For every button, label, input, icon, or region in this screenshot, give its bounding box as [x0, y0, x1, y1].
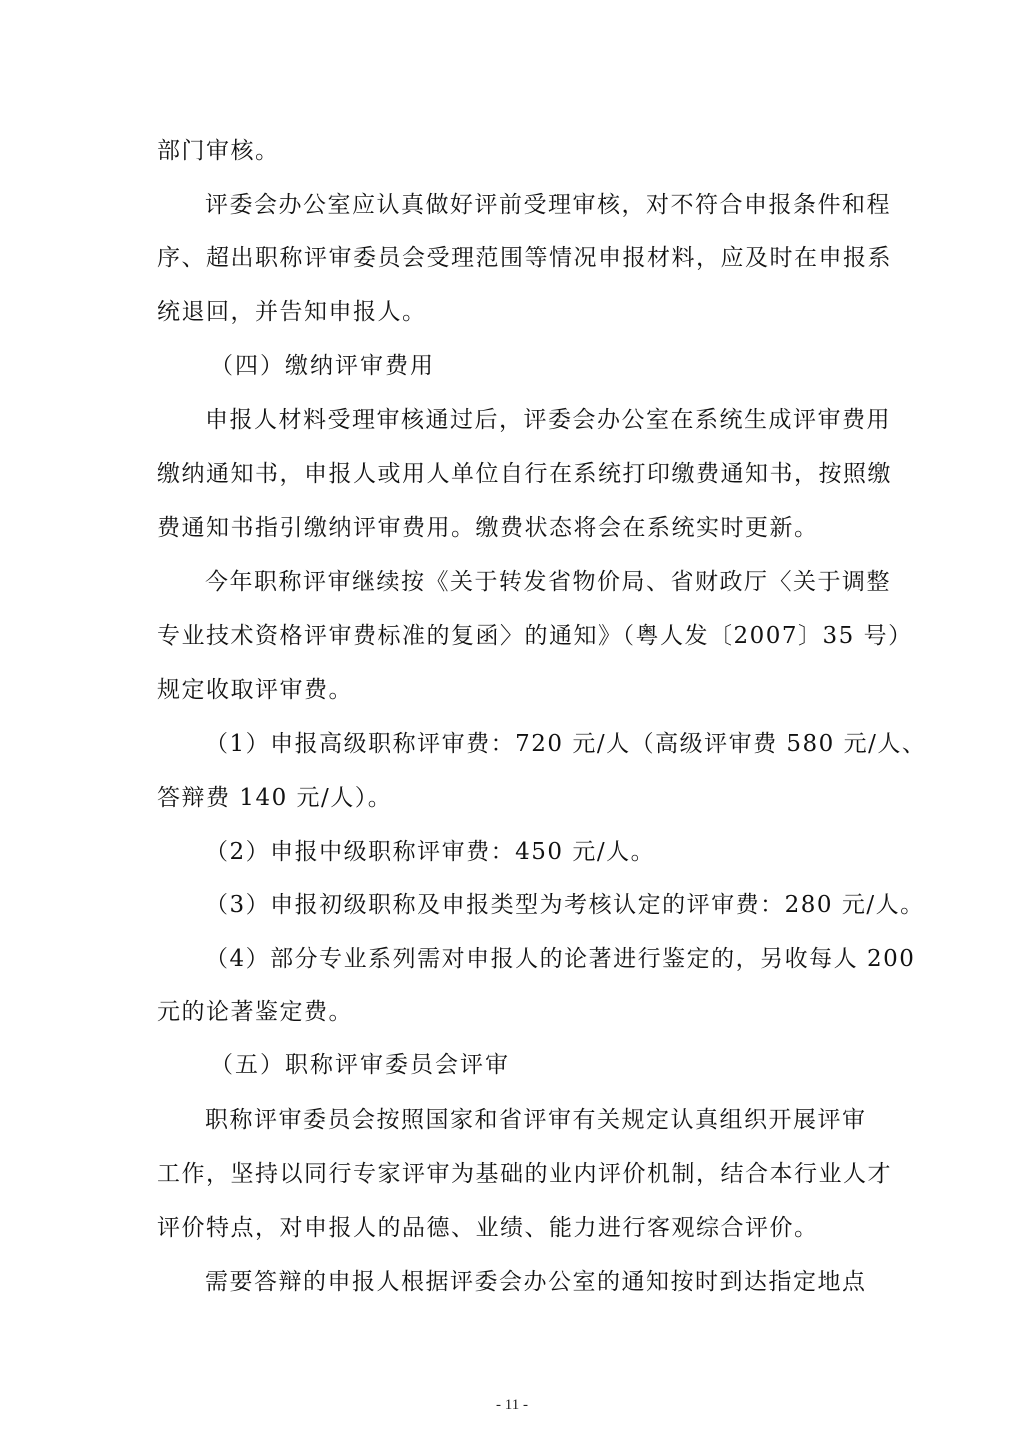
paragraph-line: 元的论著鉴定费。: [157, 999, 353, 1025]
paragraph-line: （4）部分专业系列需对申报人的论著进行鉴定的，另收每人 200: [205, 946, 916, 972]
paragraph-line: 申报人材料受理审核通过后，评委会办公室在系统生成评审费用: [205, 407, 891, 433]
page-number: - 11 -: [496, 1397, 528, 1413]
paragraph-line: 缴纳通知书，申报人或用人单位自行在系统打印缴费通知书，按照缴: [157, 461, 892, 487]
paragraph-line: 工作，坚持以同行专家评审为基础的业内评价机制，结合本行业人才: [157, 1161, 892, 1187]
paragraph-line: 规定收取评审费。: [157, 677, 353, 703]
paragraph-line: （3）申报初级职称及申报类型为考核认定的评审费：280 元/人。: [205, 892, 925, 918]
paragraph-line: 答辩费 140 元/人）。: [157, 785, 393, 811]
paragraph-line: 今年职称评审继续按《关于转发省物价局、省财政厅〈关于调整: [205, 569, 891, 595]
paragraph-line: 部门审核。: [157, 138, 280, 164]
paragraph-line: （2）申报中级职称评审费：450 元/人。: [205, 839, 656, 865]
paragraph-line: 费通知书指引缴纳评审费用。缴费状态将会在系统实时更新。: [157, 515, 819, 541]
section-heading: （四）缴纳评审费用: [210, 353, 435, 379]
paragraph-line: 评价特点，对申报人的品德、业绩、能力进行客观综合评价。: [157, 1215, 819, 1241]
paragraph-line: 专业技术资格评审费标准的复函〉的通知》（粤人发〔2007〕35 号）: [157, 623, 913, 649]
paragraph-line: 职称评审委员会按照国家和省评审有关规定认真组织开展评审: [205, 1107, 867, 1133]
paragraph-line: 评委会办公室应认真做好评前受理审核，对不符合申报条件和程: [205, 192, 891, 218]
paragraph-line: （1）申报高级职称评审费：720 元/人（高级评审费 580 元/人、: [205, 731, 927, 757]
paragraph-line: 序、超出职称评审委员会受理范围等情况申报材料，应及时在申报系: [157, 245, 892, 271]
paragraph-line: 需要答辩的申报人根据评委会办公室的通知按时到达指定地点: [205, 1269, 867, 1295]
paragraph-line: 统退回，并告知申报人。: [157, 299, 427, 325]
section-heading: （五）职称评审委员会评审: [210, 1052, 510, 1078]
